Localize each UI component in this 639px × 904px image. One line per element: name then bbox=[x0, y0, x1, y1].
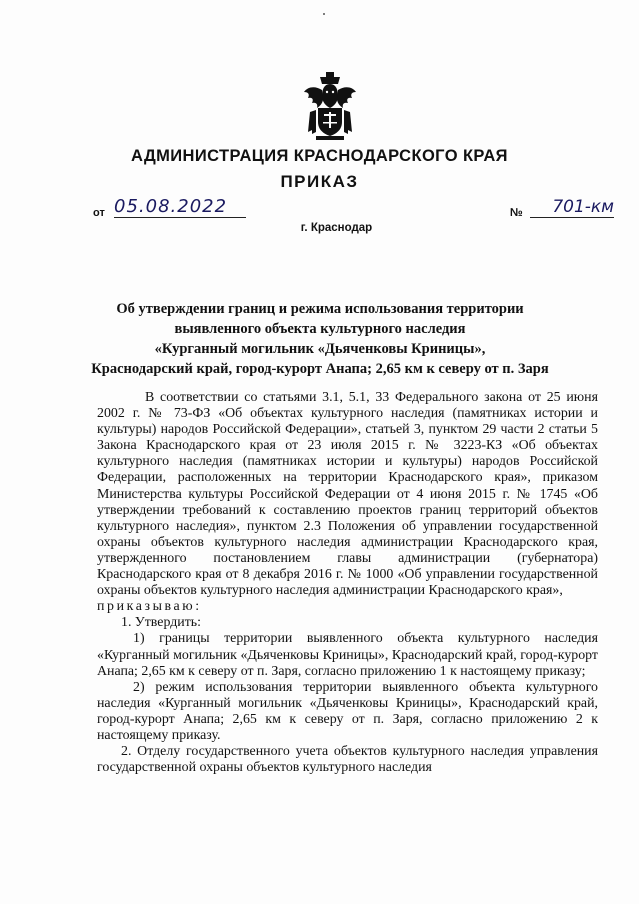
item-1-1: 1) границы территории выявленного объекта культурного наследия «Курганный могильник «Дьяченковы Криницы», Краснодарский край, город-курорт Анапа; 2,65 км к северу от п. Заря, согласно приложению 1 к настоящему приказу; bbox=[97, 631, 598, 679]
order-word: приказываю: bbox=[97, 599, 202, 615]
order-title-line: выявленного объекта культурного наследия bbox=[174, 321, 466, 337]
order-date-handwritten: 05.08.2022 bbox=[114, 197, 246, 218]
scan-speck bbox=[323, 13, 325, 15]
organization-title: АДМИНИСТРАЦИЯ КРАСНОДАРСКОГО КРАЯ bbox=[131, 147, 508, 165]
order-title-line: Краснодарский край, город-курорт Анапа; 2,65 км к северу от п. Заря bbox=[91, 361, 549, 377]
item-1: 1. Утвердить: bbox=[121, 615, 201, 631]
order-body bbox=[97, 390, 598, 776]
item-2: 2. Отделу государственного учета объектов культурного наследия управления государственной охраны объектов культурного наследия bbox=[97, 744, 598, 776]
document-type: ПРИКАЗ bbox=[280, 172, 359, 191]
date-prefix: от bbox=[93, 207, 105, 219]
preamble-paragraph: В соответствии со статьями 3.1, 5.1, 33 Федерального закона от 25 июня 2002 г. № 73-ФЗ «Об объектах культурного наследия (памятниках истории и культуры) народов Российской Федерации», статьей 3, пунктом 29 части 2 статьи 5 Закона Краснодарского края от 23 июля 2015 г. № 3223-КЗ «Об объектах культурного наследия (памятниках истории и культуры) народов Российской Федерации, расположенных на территории Краснодарского края», приказом Министерства культуры Российской Федерации от 4 июня 2015 г. № 1745 «Об утверждении требований к составлению проектов границ территорий объектов культурного наследия», пунктом 2.3 Положения об управлении государственной охраны объектов культурного наследия администрации Краснодарского края, утвержденного постановлением главы администрации (губернатора) Краснодарского края от 8 декабря 2016 г. № 1000 «Об управлении государственной охраны объектов культурного наследия администрации Краснодарского края», bbox=[97, 390, 598, 599]
order-title-line: Об утверждении границ и режима использования территории bbox=[116, 301, 524, 317]
order-title bbox=[40, 299, 600, 379]
order-title-line: «Курганный могильник «Дьяченковы Криницы», bbox=[154, 341, 486, 357]
order-number-handwritten: 701-км bbox=[530, 197, 614, 218]
coat-of-arms-icon bbox=[302, 72, 358, 142]
city-label: г. Краснодар bbox=[300, 222, 373, 234]
item-1-2: 2) режим использования территории выявленного объекта культурного наследия «Курганный могильник «Дьяченковы Криницы», Краснодарский край, город-курорт Анапа; 2,65 км к северу от п. Заря, согласно приложению 2 к настоящему приказу. bbox=[97, 679, 598, 743]
number-prefix: № bbox=[510, 207, 523, 219]
